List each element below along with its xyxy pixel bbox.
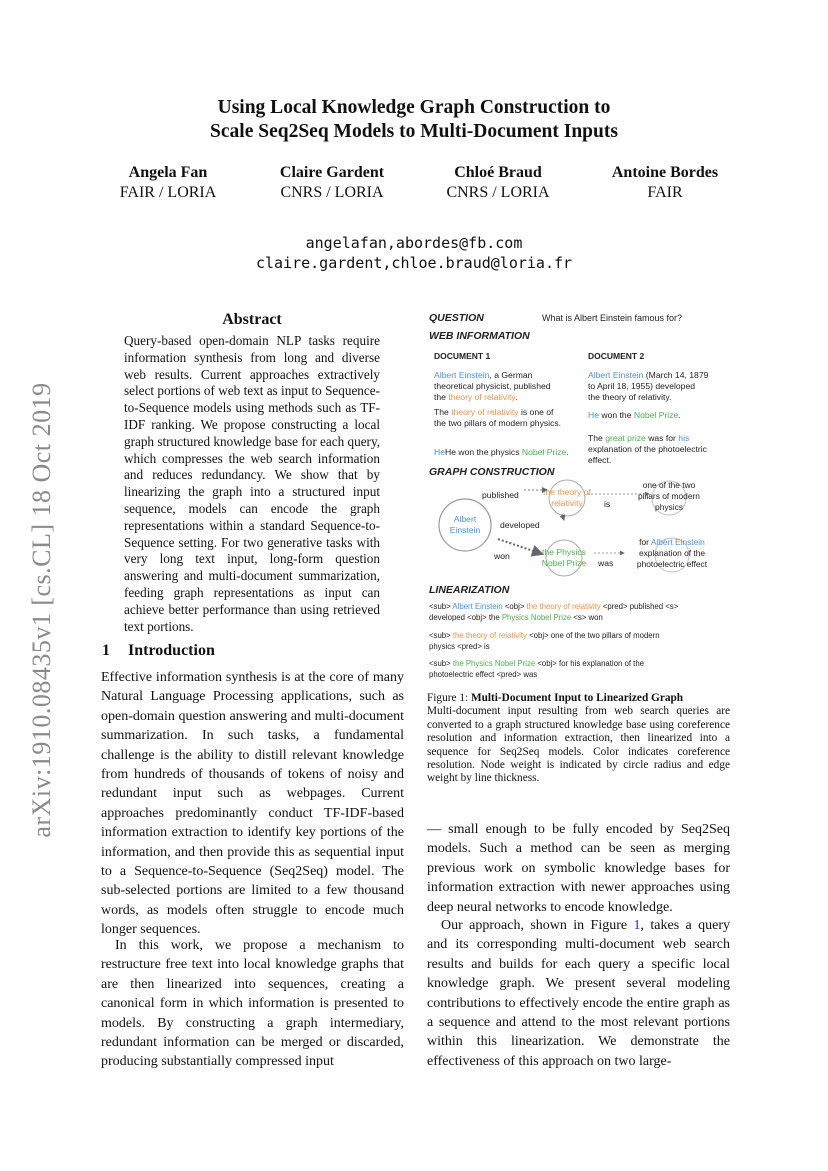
author-affiliation: CNRS / LORIA <box>280 184 384 201</box>
node-nobel-label-2: Nobel Prize <box>541 558 587 568</box>
question-label: QUESTION <box>429 312 484 324</box>
node-pillars-label-3: physics <box>655 502 683 512</box>
section-title: Introduction <box>128 642 215 659</box>
author-2 <box>247 163 417 203</box>
node-einstein-label-2: Einstein <box>449 525 481 535</box>
svg-text:effect.: effect. <box>588 455 612 465</box>
author-4 <box>580 163 750 203</box>
svg-text:He won the Nobel Prize.: He won the Nobel Prize. <box>588 410 681 420</box>
svg-text:Albert Einstein, a German: Albert Einstein, a German <box>434 370 533 380</box>
author-name: Angela Fan <box>128 164 208 181</box>
svg-text:<sub> the theory of relativity: <sub> the theory of relativity <obj> one of the two pillars of modern <box>429 631 660 640</box>
author-emails <box>0 233 828 273</box>
author-affiliation: FAIR / LORIA <box>119 184 217 201</box>
paper-title <box>0 96 828 144</box>
svg-text:theoretical physicist, publish: theoretical physicist, published <box>434 381 551 391</box>
node-pillars-label-2: pillars of modern <box>638 491 700 501</box>
arxiv-identifier: arXiv:1910.08435v1 [cs.CL] 18 Oct 2019 <box>27 382 56 838</box>
author-3 <box>413 163 583 203</box>
svg-text:developed <obj> the Physics No: developed <obj> the Physics Nobel Prize <s> won <box>429 613 603 622</box>
question-text: What is Albert Einstein famous for? <box>542 313 683 323</box>
intro-paragraph-4: Our approach, shown in Figure 1, takes a query and its corresponding multi-document web search results and builds for each query a specific local knowledge graph. We present several modeling contributions to effectively encode the entire graph as a sequence and attend to the most relevant portions within this linearization. We demonstrate the effectiveness of this approach on two large- <box>427 918 731 1069</box>
web-information-label: WEB INFORMATION <box>429 330 530 342</box>
caption-title: Multi-Document Input to Linearized Graph <box>470 692 684 704</box>
caption-label: Figure 1: <box>427 692 469 704</box>
node-explanation-label-1: for Albert Einstein <box>639 537 705 547</box>
author-name: Claire Gardent <box>279 164 385 181</box>
svg-text:the theory of relativity.: the theory of relativity. <box>588 392 672 402</box>
edge-label-developed: developed <box>500 520 540 530</box>
document-2-label: DOCUMENT 2 <box>588 351 645 361</box>
title-line-2: Scale Seq2Seq Models to Multi-Document Inputs <box>210 121 618 142</box>
author-1 <box>83 163 253 203</box>
document-1-text <box>434 370 569 457</box>
figure-caption <box>427 692 730 786</box>
caption-text: Multi-document input resulting from web search queries are converted to a graph structured knowledge base using coreference resolution and information extraction, then linearized into a sequence for Seq2Seq models. Color indicates coreference resolution. Node weight is indicated by circle radius and edge weight by line thickness. <box>427 705 730 785</box>
knowledge-graph-figure <box>424 302 738 687</box>
abstract-heading: Abstract <box>222 311 282 328</box>
node-relativity-label-1: the theory of <box>543 487 591 497</box>
abstract-body: Query-based open-domain NLP tasks require information synthesis from long and diverse web results. Current approaches extractively select portions of web text as input to Sequence-to-Sequence models using methods such as TF-IDF ranking. We propose constructing a local graph structured knowledge base for each query, which compresses the web search information and reduces redundancy. We show that by linearizing the graph into a structured input sequence, models can encode the graph representations within a standard Sequence-to-Sequence setting. For two generative tasks with very long text input, long-form question answering and multi-document summarization, feeding graph representations as input can achieve better performance than using retrieved text portions. <box>124 333 380 634</box>
svg-text:physics <pred> is: physics <pred> is <box>429 642 490 651</box>
intro-paragraph-3: — small enough to be fully encoded by Seq2Seq models. Such a method can be seen as merging previous work on symbolic knowledge bases for information extraction with newer approaches using deep neural networks to encode knowledge. <box>427 822 730 915</box>
section-heading-introduction <box>102 642 215 660</box>
figure-1-link[interactable]: 1 <box>633 918 641 933</box>
node-nobel-label-1: the Physics <box>542 547 586 557</box>
svg-text:to April 18, 1955) developed: to April 18, 1955) developed <box>588 381 696 391</box>
graph-construction-label: GRAPH CONSTRUCTION <box>429 466 555 478</box>
author-affiliation: CNRS / LORIA <box>446 184 550 201</box>
node-explanation-label-3: photoelectric effect <box>636 559 708 569</box>
linearization-text <box>429 602 679 679</box>
knowledge-graph <box>439 480 708 576</box>
svg-text:the theory of relativity.: the theory of relativity. <box>434 392 518 402</box>
svg-text:the two pillars of modern phys: the two pillars of modern physics. <box>434 418 562 428</box>
document-2-text <box>588 370 709 465</box>
figure-1 <box>424 302 738 687</box>
linearization-label: LINEARIZATION <box>429 584 510 596</box>
edge-developed <box>562 514 564 520</box>
title-line-1: Using Local Knowledge Graph Construction to <box>217 97 611 118</box>
author-affiliation: FAIR <box>647 184 683 201</box>
author-name: Chloé Braud <box>454 164 542 181</box>
node-pillars-label-1: one of the two <box>642 480 696 490</box>
node-explanation-label-2: explanation of the <box>638 548 706 558</box>
svg-text:The theory of relativity is on: The theory of relativity is one of <box>434 407 554 417</box>
svg-text:<sub> Albert Einstein <obj> th: <sub> Albert Einstein <obj> the theory of relativity <pred> published <s> <box>429 602 679 611</box>
svg-text:The great prize was for his: The great prize was for his <box>588 433 690 443</box>
svg-text:Albert Einstein (March 14, 187: Albert Einstein (March 14, 1879 <box>588 370 709 380</box>
svg-text:HeHe won the physics Nobel Pri: HeHe won the physics Nobel Prize. <box>434 447 569 457</box>
node-relativity-label-2: relativity <box>551 498 583 508</box>
edge-label-is: is <box>604 499 611 509</box>
svg-text:explanation of the photoelectr: explanation of the photoelectric <box>588 444 707 454</box>
edge-label-published: published <box>482 490 519 500</box>
svg-text:photoelectric effect <pred> wa: photoelectric effect <pred> was <box>429 670 538 679</box>
email-line-1: angelafan,abordes@fb.com <box>305 234 523 252</box>
intro-paragraph-2: In this work, we propose a mechanism to restructure free text into local knowledge graphs that are then linearized into sequences, creating a canonical form in which information is presented to models. By constructing a graph intermediary, redundant information can be merged or discarded, producing substantially compressed input <box>101 938 404 1070</box>
intro-paragraph-1: Effective information synthesis is at the core of many Natural Language Processing applications, such as open-domain question answering and multi-document summarization. In such tasks, a fundamental challenge is the ability to distill relevant knowledge from hundreds of thousands of tokens of noisy and redundant input such as webpages. Current approaches predominantly conduct TF-IDF-based information extraction to identify key portions of the information, and then provide this as sequential input to a Sequence-to-Sequence (Seq2Seq) model. The sub-selected portions are limited to a few thousand words, as models often struggle to encode much longer sequences. <box>101 670 404 938</box>
svg-text:<sub> the Physics Nobel Prize: <sub> the Physics Nobel Prize <obj> for his explanation of the <box>429 659 644 668</box>
email-line-2: claire.gardent,chloe.braud@loria.fr <box>255 254 573 272</box>
document-1-label: DOCUMENT 1 <box>434 351 491 361</box>
edge-label-won: won <box>494 551 510 561</box>
author-name: Antoine Bordes <box>611 164 719 181</box>
section-number: 1 <box>102 642 110 659</box>
node-einstein-label-1: Albert <box>453 514 477 524</box>
edge-label-was: was <box>598 558 614 568</box>
